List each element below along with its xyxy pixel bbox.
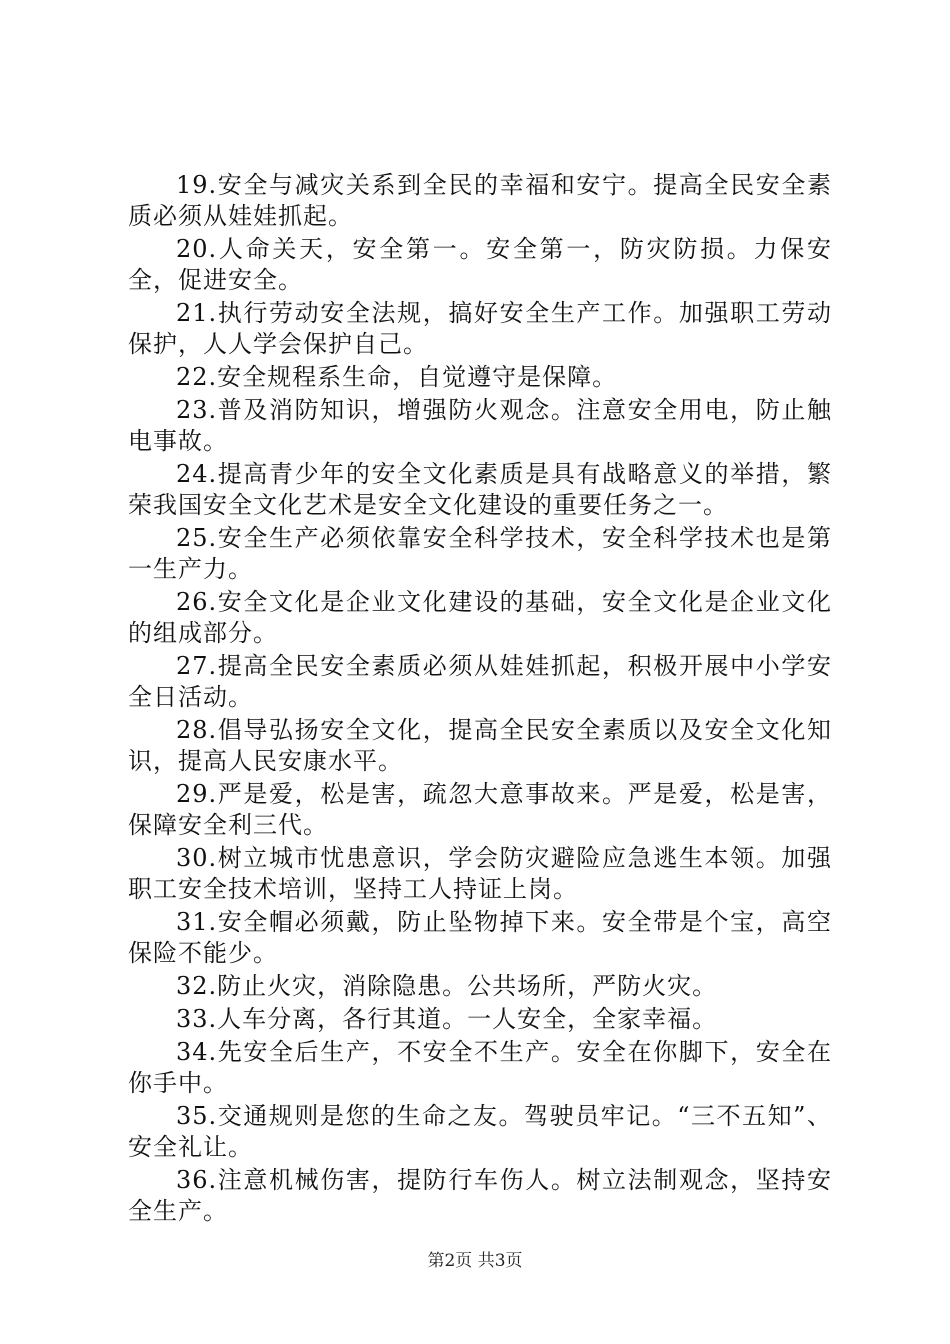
slogan-item: 28.倡导弘扬安全文化，提高全民安全素质以及安全文化知识，提高人民安康水平。	[128, 716, 832, 775]
document-body	[128, 170, 832, 1229]
slogan-item: 19.安全与减灾关系到全民的幸福和安宁。提高全民安全素质必须从娃娃抓起。	[128, 171, 832, 230]
slogan-item: 35.交通规则是您的生命之友。驾驶员牢记。“三不五知”、安全礼让。	[128, 1102, 832, 1161]
slogan-item: 27.提高全民安全素质必须从娃娃抓起，积极开展中小学安全日活动。	[128, 652, 832, 711]
slogan-item: 21.执行劳动安全法规，搞好安全生产工作。加强职工劳动保护，人人学会保护自己。	[128, 299, 832, 358]
slogan-item: 30.树立城市忧患意识，学会防灾避险应急逃生本领。加强职工安全技术培训，坚持工人持证上岗。	[128, 844, 832, 903]
slogan-item: 34.先安全后生产，不安全不生产。安全在你脚下，安全在你手中。	[128, 1038, 832, 1097]
slogan-item: 32.防止火灾，消除隐患。公共场所，严防火灾。	[176, 972, 718, 1000]
slogan-item: 25.安全生产必须依靠安全科学技术，安全科学技术也是第一生产力。	[128, 524, 832, 583]
slogan-item: 24.提高青少年的安全文化素质是具有战略意义的举措，繁荣我国安全文化艺术是安全文化建设的重要任务之一。	[128, 460, 832, 519]
slogan-item: 26.安全文化是企业文化建设的基础，安全文化是企业文化的组成部分。	[128, 588, 832, 647]
slogan-item: 22.安全规程系生命，自觉遵守是保障。	[176, 363, 618, 391]
slogan-item: 23.普及消防知识，增强防火观念。注意安全用电，防止触电事故。	[128, 396, 832, 455]
slogan-item: 31.安全帽必须戴，防止坠物掉下来。安全带是个宝，高空保险不能少。	[128, 908, 832, 967]
slogan-item: 33.人车分离，各行其道。一人安全，全家幸福。	[176, 1005, 718, 1033]
page-footer: 第2页 共3页	[427, 1251, 523, 1271]
slogan-item: 20.人命关天，安全第一。安全第一，防灾防损。力保安全，促进安全。	[128, 235, 832, 294]
slogan-item: 29.严是爱，松是害，疏忽大意事故来。严是爱，松是害，保障安全利三代。	[128, 780, 832, 839]
slogan-item: 36.注意机械伤害，提防行车伤人。树立法制观念，坚持安全生产。	[128, 1166, 832, 1225]
